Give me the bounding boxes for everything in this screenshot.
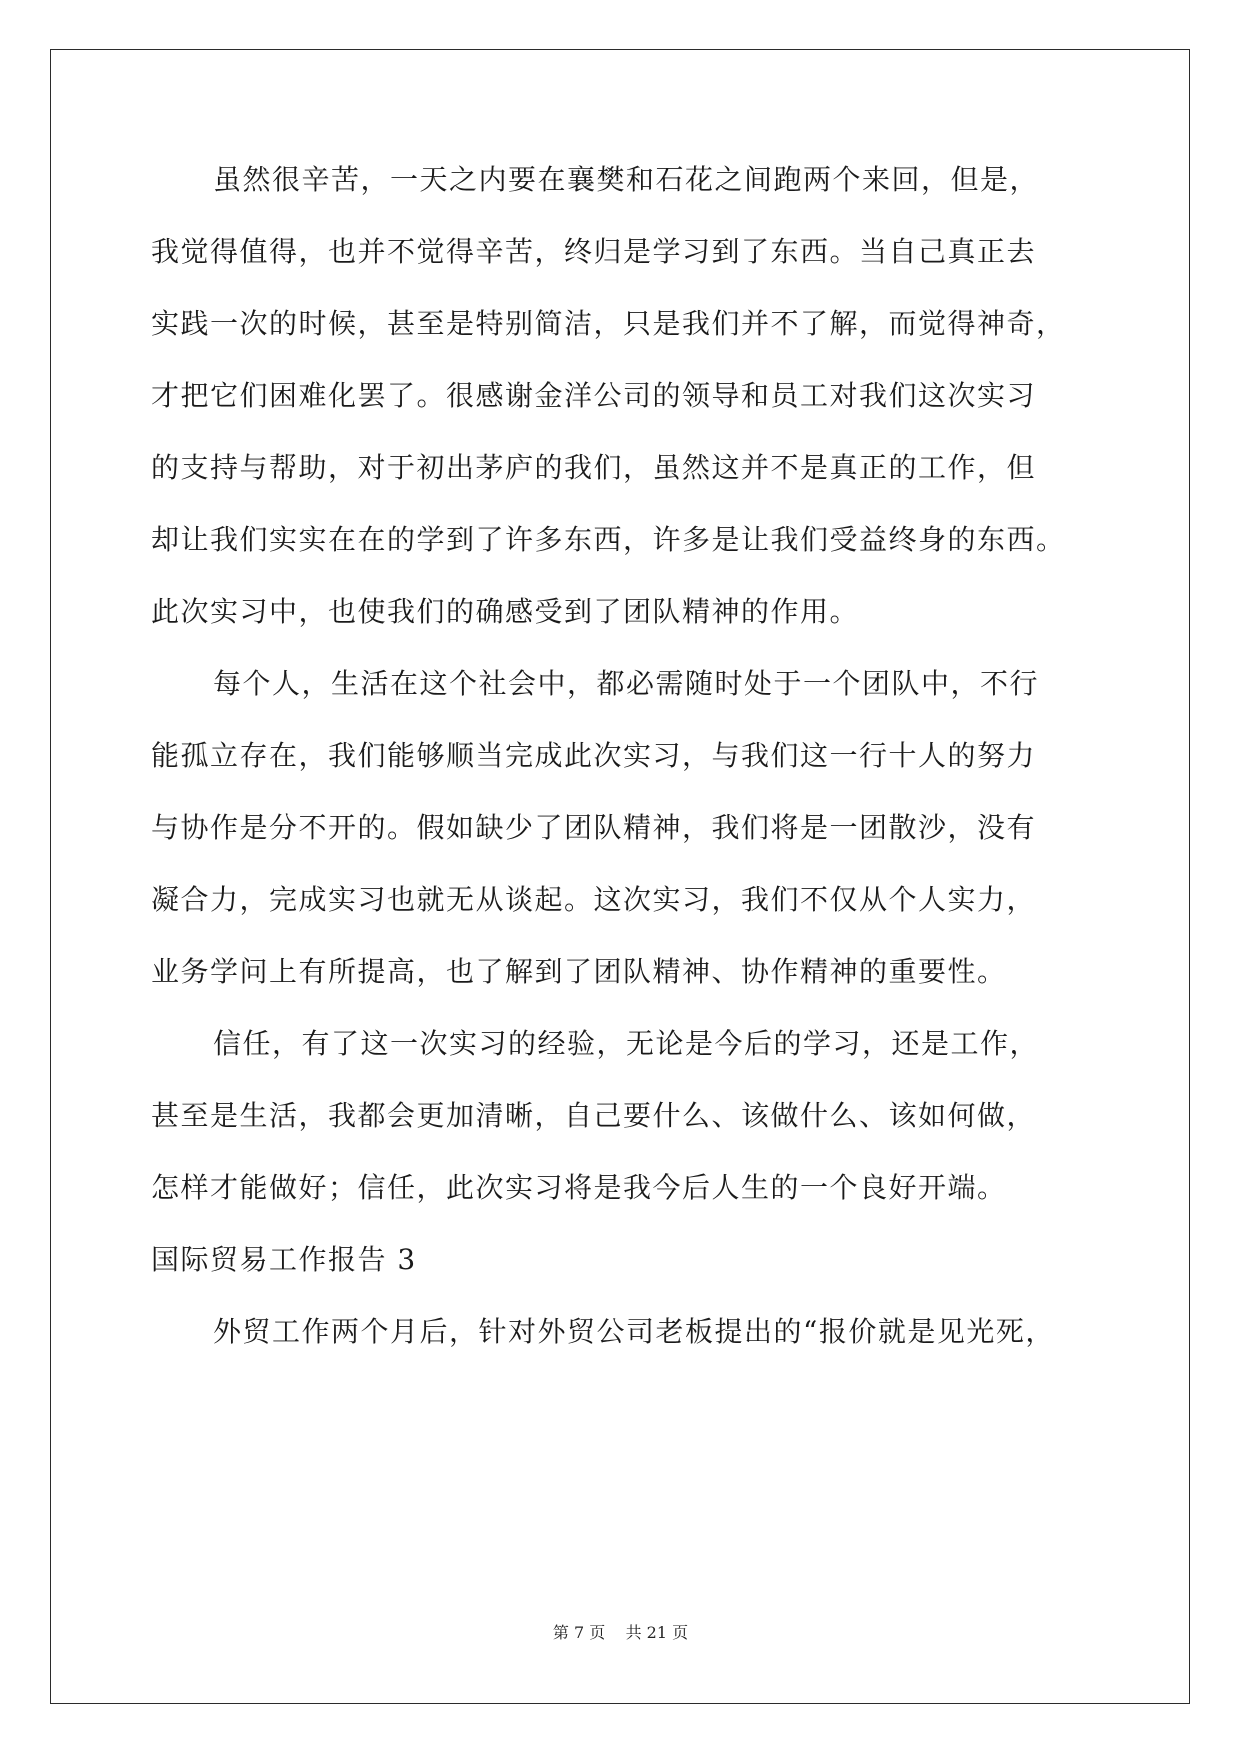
section-heading: 国际贸易工作报告 3: [151, 1243, 417, 1276]
paragraph-line: 的支持与帮助，对于初出茅庐的我们，虽然这并不是真正的工作，但: [151, 451, 1037, 484]
paragraph-line: 外贸工作两个月后，针对外贸公司老板提出的“报价就是见光死，: [213, 1315, 1055, 1348]
paragraph-line: 却让我们实实在在的学到了许多东西，许多是让我们受益终身的东西。: [151, 523, 1066, 556]
paragraph-line: 实践一次的时候，甚至是特别简洁，只是我们并不了解，而觉得神奇，: [151, 307, 1066, 340]
paragraph-line: 每个人，生活在这个社会中，都必需随时处于一个团队中，不行: [213, 667, 1040, 700]
paragraph-line: 信任，有了这一次实习的经验，无论是今后的学习，还是工作，: [213, 1027, 1040, 1060]
paragraph-line: 凝合力，完成实习也就无从谈起。这次实习，我们不仅从个人实力，: [151, 883, 1037, 916]
page-border: [50, 49, 1190, 1704]
paragraph-line: 我觉得值得，也并不觉得辛苦，终归是学习到了东西。当自己真正去: [151, 235, 1037, 268]
paragraph-line: 才把它们困难化罢了。很感谢金洋公司的领导和员工对我们这次实习: [151, 379, 1037, 412]
paragraph-line: 业务学问上有所提高，也了解到了团队精神、协作精神的重要性。: [151, 955, 1007, 988]
paragraph-line: 与协作是分不开的。假如缺少了团队精神，我们将是一团散沙，没有: [151, 811, 1037, 844]
paragraph-line: 甚至是生活，我都会更加清晰，自己要什么、该做什么、该如何做，: [151, 1099, 1037, 1132]
paragraph-line: 怎样才能做好；信任，此次实习将是我今后人生的一个良好开端。: [151, 1171, 1007, 1204]
page-footer: 第 7 页 共 21 页: [552, 1623, 689, 1642]
paragraph-line: 此次实习中，也使我们的确感受到了团队精神的作用。: [151, 595, 860, 628]
paragraph-line: 能孤立存在，我们能够顺当完成此次实习，与我们这一行十人的努力: [151, 739, 1037, 772]
paragraph-line: 虽然很辛苦，一天之内要在襄樊和石花之间跑两个来回，但是，: [213, 163, 1040, 196]
